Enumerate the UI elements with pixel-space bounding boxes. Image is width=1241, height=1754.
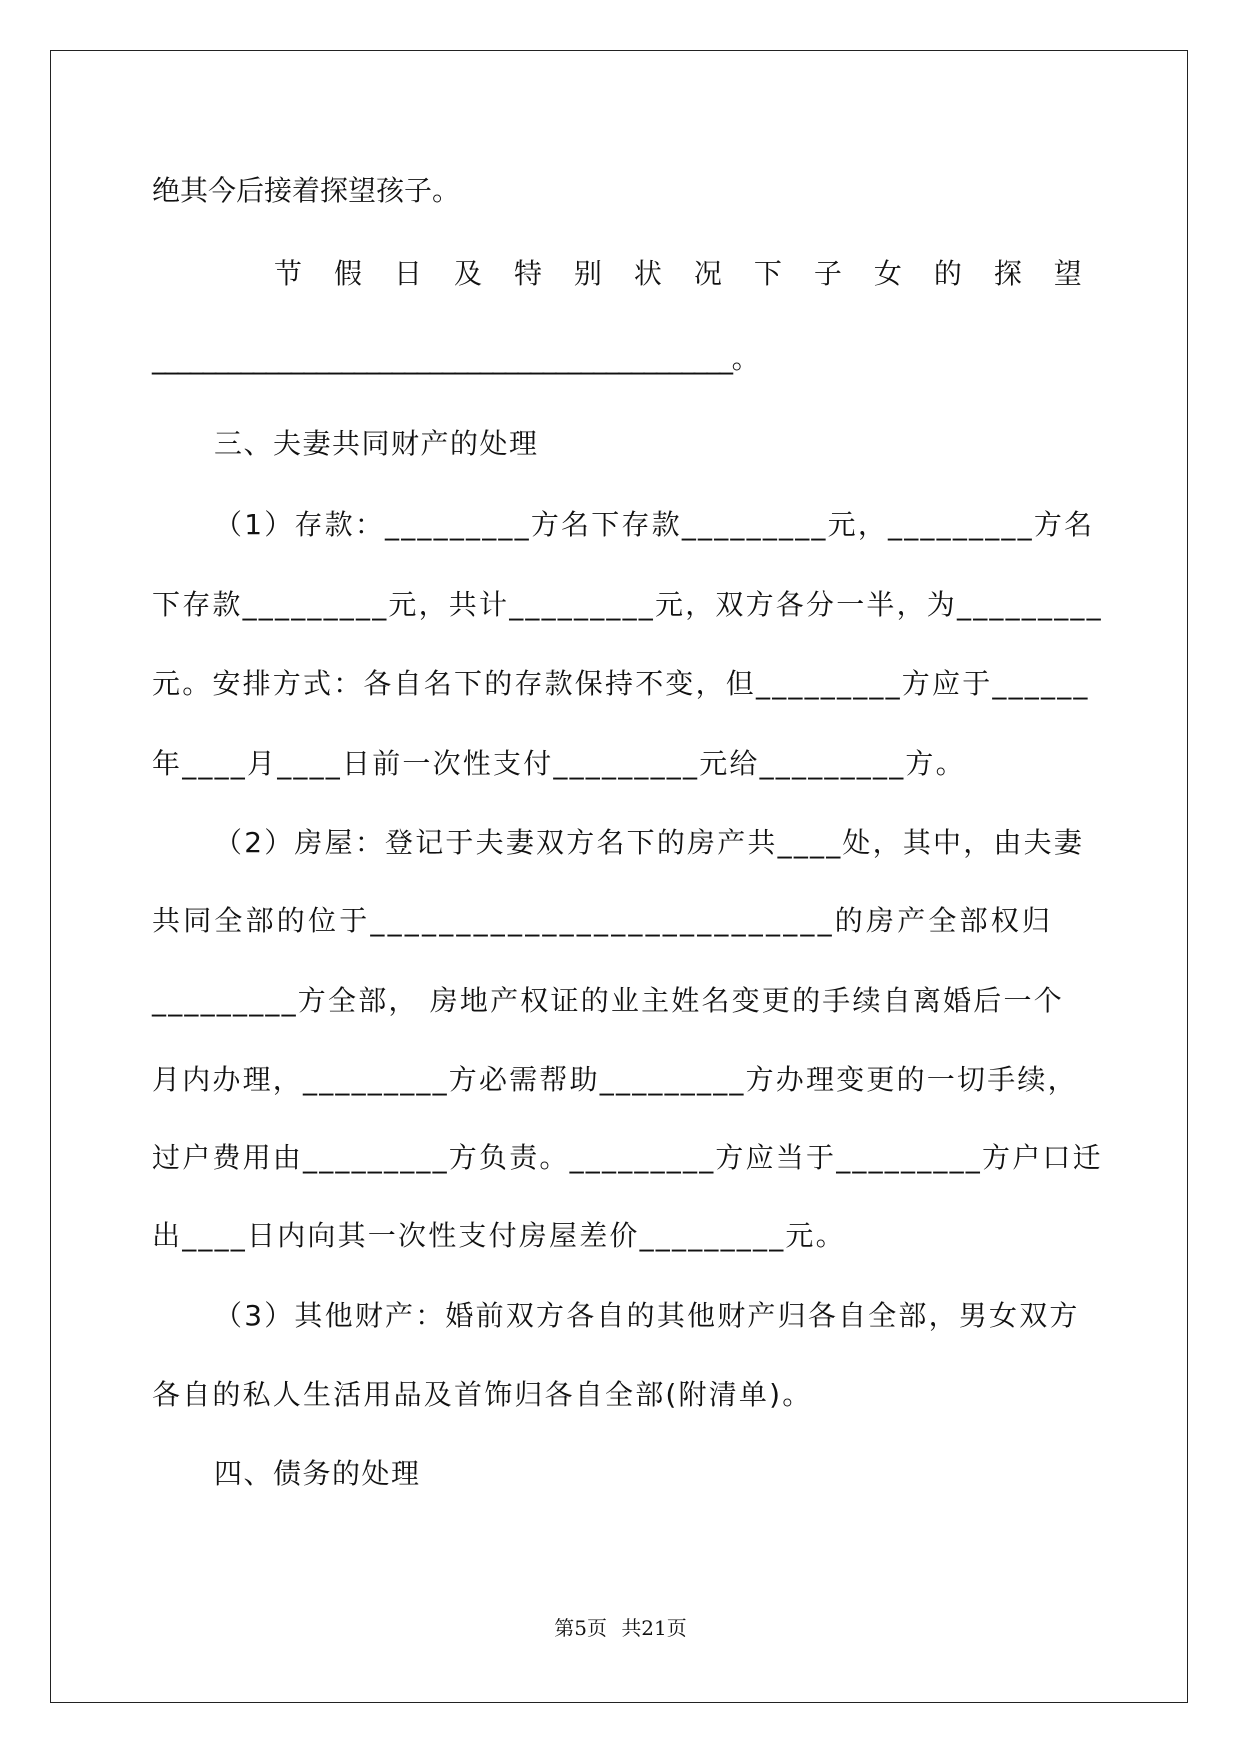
text-line-10: 共同全部的位于___________________________的房产全部权归 <box>152 904 1054 937</box>
text-line-5: （1）存款：_________方名下存款_________元，_________方名 <box>214 508 1095 541</box>
spaced-char: 的 <box>933 257 962 290</box>
spaced-char: 望 <box>1053 257 1082 290</box>
text-line-8: 年____月____日前一次性支付_________元给_________方。 <box>152 747 966 780</box>
page-number: 第5页 <box>554 1616 607 1640</box>
spaced-char: 状 <box>633 257 662 290</box>
page-total: 共21页 <box>621 1616 687 1640</box>
text-line-13: 过户费用由_________方负责。_________方应当于_________方户口迁 <box>152 1141 1103 1174</box>
spaced-char: 及 <box>453 257 482 290</box>
text-line-14: 出____日内向其一次性支付房屋差价_________元。 <box>152 1219 846 1252</box>
spaced-char: 特 <box>513 257 542 290</box>
text-line-16: 各自的私人生活用品及首饰归各自全部(附清单)。 <box>152 1378 813 1411</box>
text-line-9: （2）房屋：登记于夫妻双方名下的房产共____处，其中，由夫妻 <box>214 826 1085 859</box>
spaced-char: 子 <box>813 257 842 290</box>
text-line-1: 绝其今后接着探望孩子。 <box>152 174 461 207</box>
text-line-2 <box>274 254 1082 294</box>
text-line-12: 月内办理，_________方必需帮助_________方办理变更的一切手续， <box>152 1063 1078 1096</box>
section-heading-4: 四、债务的处理 <box>214 1457 421 1490</box>
text-line-3: ______________________________________________。 <box>152 342 759 375</box>
spaced-char: 下 <box>753 257 782 290</box>
text-line-15: （3）其他财产：婚前双方各自的其他财产归各自全部，男女双方 <box>214 1299 1080 1332</box>
spaced-char: 假 <box>333 257 362 290</box>
text-line-11: _________方全部， 房地产权证的业主姓名变更的手续自离婚后一个 <box>152 984 1064 1017</box>
page-footer <box>0 1612 1241 1641</box>
spaced-char: 别 <box>573 257 602 290</box>
section-heading-3: 三、夫妻共同财产的处理 <box>214 427 539 460</box>
spaced-char: 节 <box>274 257 303 290</box>
spaced-char: 日 <box>393 257 422 290</box>
text-line-7: 元。安排方式：各自名下的存款保持不变，但_________方应于______ <box>152 667 1090 700</box>
spaced-char: 女 <box>873 257 902 290</box>
spaced-char: 探 <box>993 257 1022 290</box>
spaced-char: 况 <box>693 257 722 290</box>
text-line-6: 下存款_________元，共计_________元，双方各分一半，为_________ <box>152 588 1103 621</box>
